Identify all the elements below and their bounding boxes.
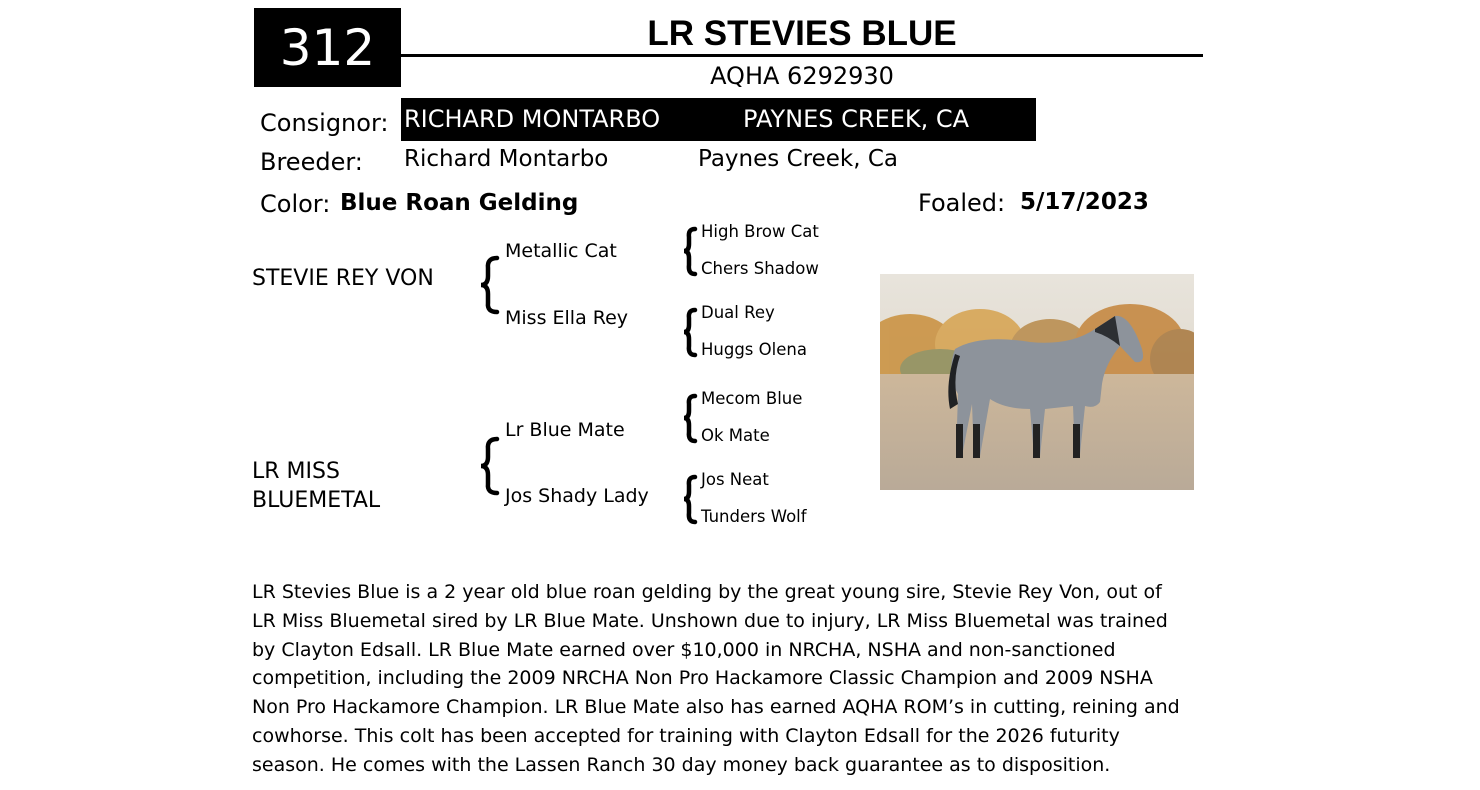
consignor-name: RICHARD MONTARBO xyxy=(404,105,661,133)
foaled-value: 5/17/2023 xyxy=(1020,189,1149,215)
description-line: cowhorse. This colt has been accepted for training with Clayton Edsall for the 2026 futurity xyxy=(252,724,1120,747)
brace-g3-2 xyxy=(684,310,695,355)
gen3-3: Dual Rey xyxy=(701,303,775,322)
gen3-2: Chers Shadow xyxy=(701,259,819,278)
breeder-label: Breeder: xyxy=(260,148,363,176)
brace-dam xyxy=(481,439,497,493)
dam-name-line1: LR MISS xyxy=(252,459,340,484)
description-line: season. He comes with the Lassen Ranch 30 day money back guarantee as to disposition. xyxy=(252,753,1111,776)
dam-dam: Jos Shady Lady xyxy=(505,485,649,507)
lot-number: 312 xyxy=(254,8,401,87)
dam-sire: Lr Blue Mate xyxy=(505,419,625,441)
description-line: competition, including the 2009 NRCHA Non Pro Hackamore Classic Champion and 2009 NSHA xyxy=(252,667,1153,690)
brace-g3-1 xyxy=(684,229,695,274)
registration-number: AQHA 6292930 xyxy=(710,62,894,90)
gen3-8: Tunders Wolf xyxy=(701,507,807,526)
description-line: LR Stevies Blue is a 2 year old blue roan gelding by the great young sire, Stevie Rey Von, out of xyxy=(252,581,1162,603)
gen3-1: High Brow Cat xyxy=(701,222,819,241)
sire-dam: Miss Ella Rey xyxy=(505,307,629,329)
horse-name: LR STEVIES BLUE xyxy=(647,14,957,53)
horse-photo xyxy=(880,274,1194,490)
consignor-label: Consignor: xyxy=(260,109,389,137)
brace-g3-4 xyxy=(684,477,695,522)
description-line: Non Pro Hackamore Champion. LR Blue Mate also has earned AQHA ROM’s in cutting, reining and xyxy=(252,696,1180,719)
description xyxy=(252,578,1180,780)
foaled-label: Foaled: xyxy=(918,189,1006,217)
breeder-location: Paynes Creek, Ca xyxy=(698,146,898,172)
gen3-4: Huggs Olena xyxy=(701,340,807,359)
sire-name: STEVIE REY VON xyxy=(252,266,434,291)
color-value: Blue Roan Gelding xyxy=(340,190,579,216)
brace-sire xyxy=(481,258,497,312)
color-label: Color: xyxy=(260,190,331,218)
description-line: LR Miss Bluemetal sired by LR Blue Mate. Unshown due to injury, LR Miss Bluemetal was trained xyxy=(252,609,1168,632)
brace-g3-3 xyxy=(684,396,695,441)
breeder-name: Richard Montarbo xyxy=(404,146,609,172)
description-line: by Clayton Edsall. LR Blue Mate earned over $10,000 in NRCHA, NSHA and non-sanctioned xyxy=(252,638,1116,661)
gen3-5: Mecom Blue xyxy=(701,389,803,408)
gen3-6: Ok Mate xyxy=(701,426,770,445)
consignor-location: PAYNES CREEK, CA xyxy=(743,105,970,133)
gen3-7: Jos Neat xyxy=(701,470,769,489)
sire-sire: Metallic Cat xyxy=(505,240,617,262)
dam-name-line2: BLUEMETAL xyxy=(252,488,381,513)
